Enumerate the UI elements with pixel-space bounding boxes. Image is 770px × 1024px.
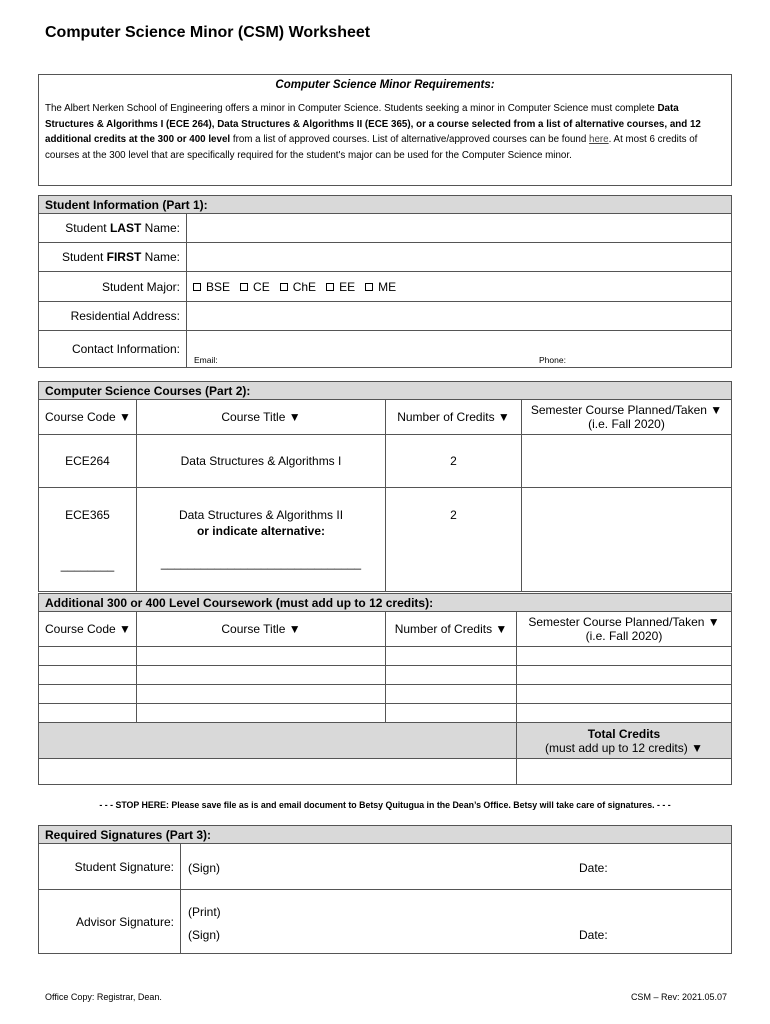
course-code-input[interactable]: [39, 704, 137, 723]
requirements-text-2: from a list of approved courses. List of alternative/approved courses can be found: [230, 134, 590, 145]
major-option-label: CE: [253, 279, 270, 294]
contact-field[interactable]: [187, 331, 732, 368]
checkbox-icon[interactable]: [326, 283, 334, 291]
address-field[interactable]: [187, 302, 732, 331]
requirements-text-bold: Data Structures & Algorithms I (ECE 264), Data Structures & Algorithms II (ECE 365), or a course selected from a list of alternative courses, and 12 additional credits at the 300 or 400 level: [45, 103, 701, 145]
address-label: Residential Address:: [39, 302, 187, 331]
credits-cell: 2: [386, 488, 522, 592]
requirements-heading: Computer Science Minor Requirements:: [275, 79, 495, 91]
major-option-label: EE: [339, 279, 356, 294]
course-code-cell: [39, 488, 137, 592]
course-code-input[interactable]: [39, 666, 137, 685]
course-code-input[interactable]: [39, 647, 137, 666]
additional-heading: Additional 300 or 400 Level Coursework (must add up to 12 credits):: [39, 594, 732, 612]
advisor-print-label: (Print): [188, 905, 221, 919]
course-title-input[interactable]: [137, 647, 386, 666]
major-option-bse[interactable]: [193, 280, 230, 294]
first-name-label-bold: FIRST: [106, 250, 142, 264]
checkbox-icon[interactable]: [240, 283, 248, 291]
advisor-signature-label: Advisor Signature:: [39, 890, 181, 954]
page-title: Computer Science Minor (CSM) Worksheet: [45, 24, 371, 41]
first-name-field[interactable]: [187, 243, 732, 272]
checkbox-icon[interactable]: [280, 283, 288, 291]
alt-code-blank[interactable]: ________: [60, 558, 115, 572]
course-title-value: Data Structures & Algorithms II: [178, 508, 344, 522]
advisor-sign-label: (Sign): [188, 928, 221, 942]
approved-courses-link[interactable]: here: [589, 134, 609, 145]
semester-cell[interactable]: [522, 435, 732, 488]
col-credits[interactable]: Number of Credits ▼: [386, 612, 517, 647]
col-semester-line2: (i.e. Fall 2020): [585, 629, 663, 643]
phone-label: Phone:: [539, 355, 566, 365]
first-name-label-pre: Student: [61, 250, 107, 264]
first-name-label-post: Name:: [141, 250, 180, 264]
student-information-table: [38, 195, 732, 368]
col-semester-line1: Semester Course Planned/Taken ▼: [530, 403, 723, 417]
col-semester[interactable]: [522, 400, 732, 435]
student-date-label: Date:: [579, 861, 608, 875]
last-name-label: [39, 214, 187, 243]
course-code-cell: ECE264: [39, 435, 137, 488]
student-sign-label: (Sign): [188, 861, 221, 875]
student-signature-field[interactable]: [181, 844, 732, 890]
part3-heading: Required Signatures (Part 3):: [39, 826, 732, 844]
col-course-title[interactable]: Course Title ▼: [137, 400, 386, 435]
course-code-value: ECE365: [65, 508, 110, 522]
additional-courses-table: [38, 593, 732, 785]
requirements-text: [39, 91, 731, 163]
course-title-cell: Data Structures & Algorithms I: [137, 435, 386, 488]
table-row: [39, 685, 732, 704]
col-course-code[interactable]: Course Code ▼: [39, 400, 137, 435]
footer-revision: CSM – Rev: 2021.05.07: [630, 992, 727, 1002]
col-course-code[interactable]: Course Code ▼: [39, 612, 137, 647]
semester-input[interactable]: [517, 647, 732, 666]
email-label: Email:: [194, 355, 218, 365]
student-signature-label: Student Signature:: [39, 844, 181, 890]
credits-cell: 2: [386, 435, 522, 488]
course-title-input[interactable]: [137, 704, 386, 723]
major-option-ce[interactable]: [240, 280, 270, 294]
col-semester[interactable]: [517, 612, 732, 647]
course-code-input[interactable]: [39, 685, 137, 704]
major-option-me[interactable]: [365, 280, 396, 294]
major-options: [187, 272, 732, 302]
last-name-label-bold: LAST: [109, 221, 142, 235]
checkbox-icon[interactable]: [365, 283, 373, 291]
advisor-signature-field[interactable]: [181, 890, 732, 954]
credits-input[interactable]: [386, 666, 517, 685]
last-name-label-pre: Student: [65, 221, 110, 235]
semester-input[interactable]: [517, 666, 732, 685]
major-label: Student Major:: [39, 272, 187, 302]
total-credits-field[interactable]: [517, 759, 732, 785]
requirements-box: [38, 74, 732, 186]
stop-here-notice: - - - STOP HERE: Please save file as is and email document to Betsy Quitugua in the Dean’s Office. Betsy will take care of signatures. - - -: [99, 800, 671, 810]
last-name-field[interactable]: [187, 214, 732, 243]
checkbox-icon[interactable]: [193, 283, 201, 291]
total-credits-header: [517, 723, 732, 759]
first-name-label: [39, 243, 187, 272]
last-name-label-post: Name:: [141, 221, 180, 235]
table-row: [39, 666, 732, 685]
contact-label: Contact Information:: [39, 331, 187, 368]
signatures-table: [38, 825, 732, 954]
major-option-label: ChE: [292, 279, 317, 294]
major-option-che[interactable]: [280, 280, 316, 294]
col-semester-line2: (i.e. Fall 2020): [588, 417, 665, 431]
advisor-date-label: Date:: [579, 928, 608, 942]
alt-title-blank[interactable]: ______________________________: [160, 556, 362, 570]
table-row: [39, 704, 732, 723]
part1-heading: Student Information (Part 1):: [39, 196, 732, 214]
course-title-cell: [137, 488, 386, 592]
cs-courses-table: [38, 381, 732, 592]
requirements-text-3: . At most 6 credits of courses at the 300 level that are specifically required for the student's major can be used for the Computer Science minor.: [45, 134, 698, 161]
major-option-label: ME: [378, 279, 397, 294]
requirements-text-1: The Albert Nerken School of Engineering offers a minor in Computer Science. Students seeking a minor in Computer Science must complete: [45, 103, 658, 114]
major-option-ee[interactable]: [326, 280, 355, 294]
total-blank: [39, 759, 517, 785]
course-title-input[interactable]: [137, 685, 386, 704]
semester-cell[interactable]: [522, 488, 732, 592]
footer-office-copy: Office Copy: Registrar, Dean.: [45, 992, 162, 1002]
col-course-title[interactable]: Course Title ▼: [137, 612, 386, 647]
course-title-input[interactable]: [137, 666, 386, 685]
credits-input[interactable]: [386, 647, 517, 666]
credits-input[interactable]: [386, 704, 517, 723]
major-option-label: BSE: [206, 279, 231, 294]
total-credits-sub[interactable]: (must add up to 12 credits) ▼: [545, 740, 703, 755]
total-spacer: [39, 723, 517, 759]
alt-course-prompt: or indicate alternative:: [196, 524, 326, 538]
col-semester-line1: Semester Course Planned/Taken ▼: [528, 615, 720, 629]
table-row: [39, 647, 732, 666]
credits-input[interactable]: [386, 685, 517, 704]
total-credits-label: Total Credits: [587, 726, 661, 741]
semester-input[interactable]: [517, 704, 732, 723]
part2-heading: Computer Science Courses (Part 2):: [39, 382, 732, 400]
semester-input[interactable]: [517, 685, 732, 704]
col-credits[interactable]: Number of Credits ▼: [386, 400, 522, 435]
